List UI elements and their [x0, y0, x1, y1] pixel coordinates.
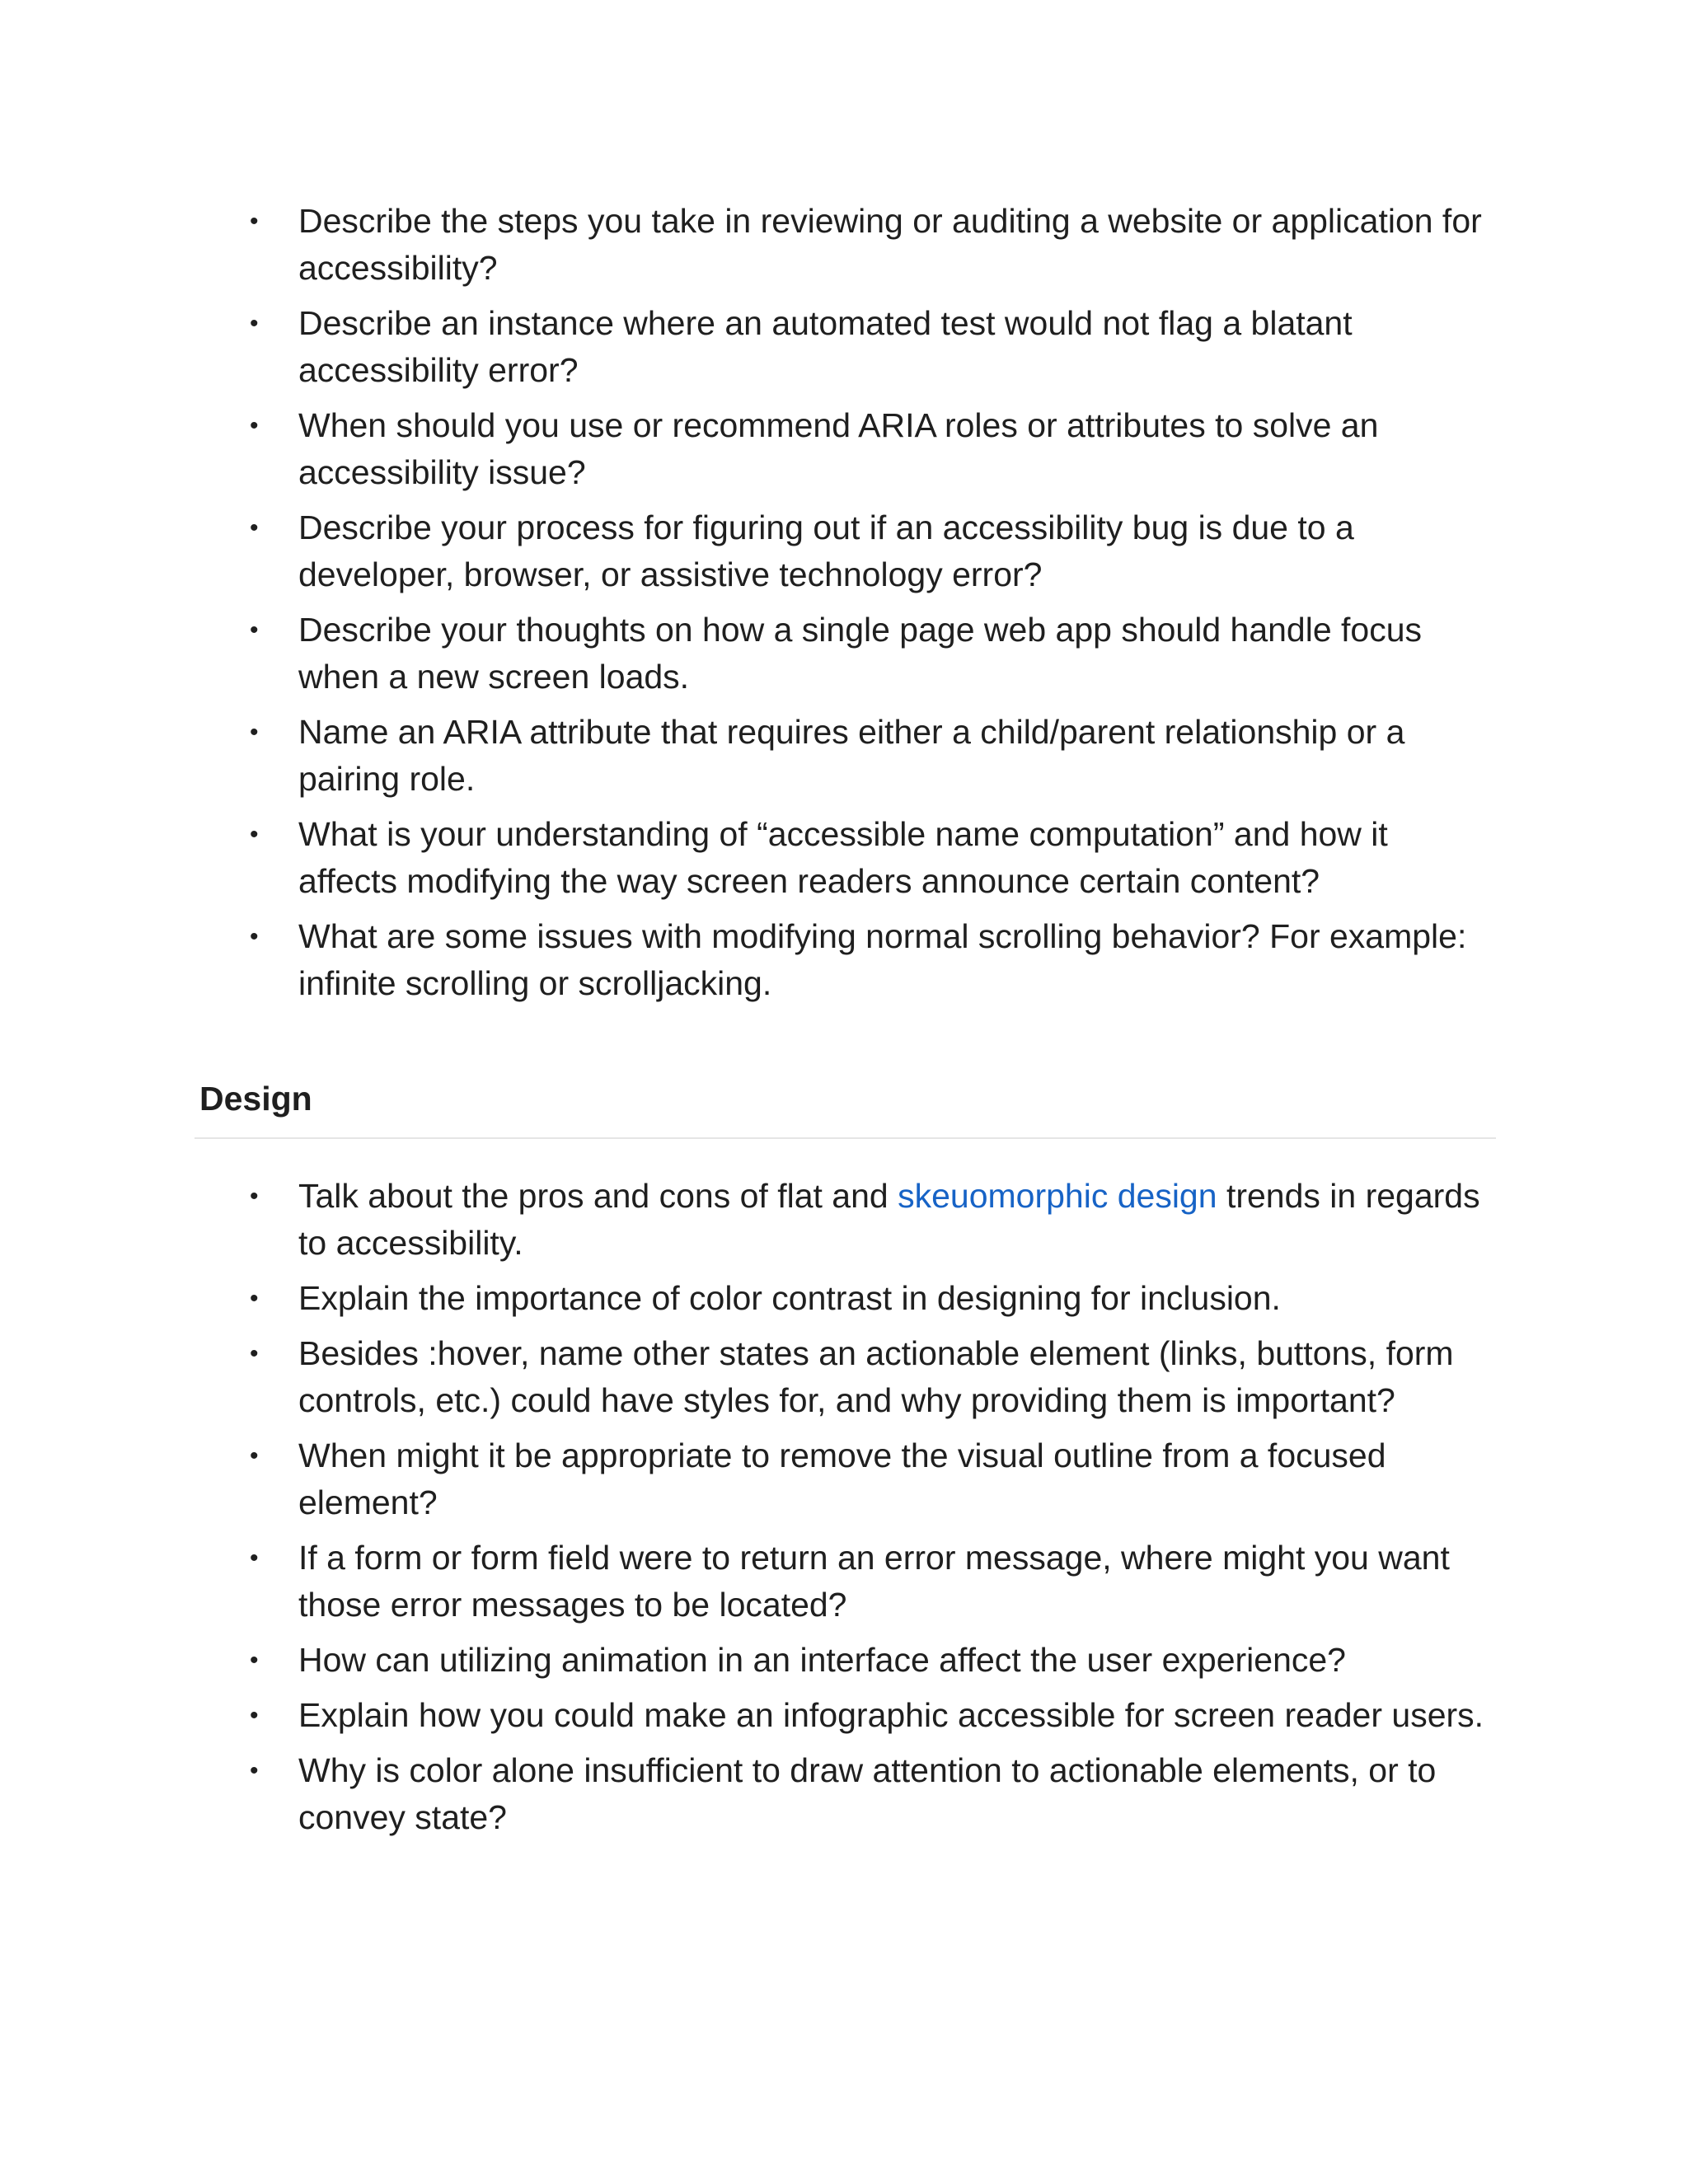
bullet: • [250, 310, 259, 337]
list-item [0, 1747, 1493, 1841]
question-text: Explain the importance of color contrast in designing for inclusion. [298, 1279, 1281, 1317]
list-item [0, 1535, 1493, 1629]
bullet: • [250, 208, 259, 235]
list-item [0, 1330, 1493, 1424]
list-item [0, 607, 1493, 701]
skeuomorphic-design-link[interactable]: skeuomorphic design [898, 1177, 1217, 1215]
list-item [0, 1432, 1493, 1526]
list-item [0, 300, 1493, 394]
question-text: If a form or form field were to return an error message, where might you want those error messages to be located? [298, 1539, 1450, 1624]
list-item [0, 1692, 1493, 1739]
bullet: • [250, 1757, 259, 1784]
bullet: • [250, 1183, 259, 1210]
question-text: What are some issues with modifying normal scrolling behavior? For example: infinite scrolling or scrolljacking. [298, 917, 1467, 1002]
list-item [0, 504, 1493, 598]
bullet: • [250, 514, 259, 541]
question-text: Explain how you could make an infographic accessible for screen reader users. [298, 1696, 1484, 1734]
section-divider [195, 1137, 1496, 1139]
list-item [0, 1275, 1493, 1322]
question-text: When should you use or recommend ARIA roles or attributes to solve an accessibility issue? [298, 406, 1379, 491]
bullet: • [250, 821, 259, 848]
bullet: • [250, 412, 259, 439]
question-text-after-link: trends in regards to accessibility. [298, 1177, 1480, 1262]
list-item [0, 709, 1493, 803]
list-item [0, 402, 1493, 496]
list-item [0, 198, 1493, 292]
question-text: Describe an instance where an automated test would not flag a blatant accessibility error? [298, 304, 1353, 389]
question-text: When might it be appropriate to remove the visual outline from a focused element? [298, 1436, 1386, 1521]
section-heading-design: Design [199, 1080, 312, 1118]
bullet: • [250, 1647, 259, 1674]
bullet: • [250, 1702, 259, 1729]
question-list-design [0, 1173, 1688, 1849]
question-text: Besides :hover, name other states an actionable element (links, buttons, form controls, etc.) could have styles for, and why providing them is important? [298, 1334, 1454, 1419]
list-item [0, 913, 1493, 1007]
question-list-top [0, 198, 1688, 1015]
question-text: Describe your process for figuring out if an accessibility bug is due to a developer, browser, or assistive technology error? [298, 509, 1354, 593]
bullet: • [250, 719, 259, 746]
bullet: • [250, 923, 259, 950]
bullet: • [250, 1544, 259, 1572]
bullet: • [250, 616, 259, 644]
question-text-before-link: Talk about the pros and cons of flat and [298, 1177, 898, 1215]
question-text: Name an ARIA attribute that requires either a child/parent relationship or a pairing role. [298, 713, 1405, 798]
question-text: How can utilizing animation in an interface affect the user experience? [298, 1641, 1346, 1679]
question-text: Why is color alone insufficient to draw attention to actionable elements, or to convey state? [298, 1751, 1437, 1836]
question-text: What is your understanding of “accessible name computation” and how it affects modifying the way screen readers announce certain content? [298, 815, 1388, 900]
bullet: • [250, 1285, 259, 1312]
bullet: • [250, 1442, 259, 1469]
list-item [0, 1637, 1493, 1684]
list-item [0, 1173, 1493, 1267]
question-text: Describe the steps you take in reviewing or auditing a website or application for accessibility? [298, 202, 1482, 287]
question-text: Describe your thoughts on how a single page web app should handle focus when a new screen loads. [298, 611, 1423, 696]
bullet: • [250, 1340, 259, 1367]
list-item [0, 811, 1493, 905]
